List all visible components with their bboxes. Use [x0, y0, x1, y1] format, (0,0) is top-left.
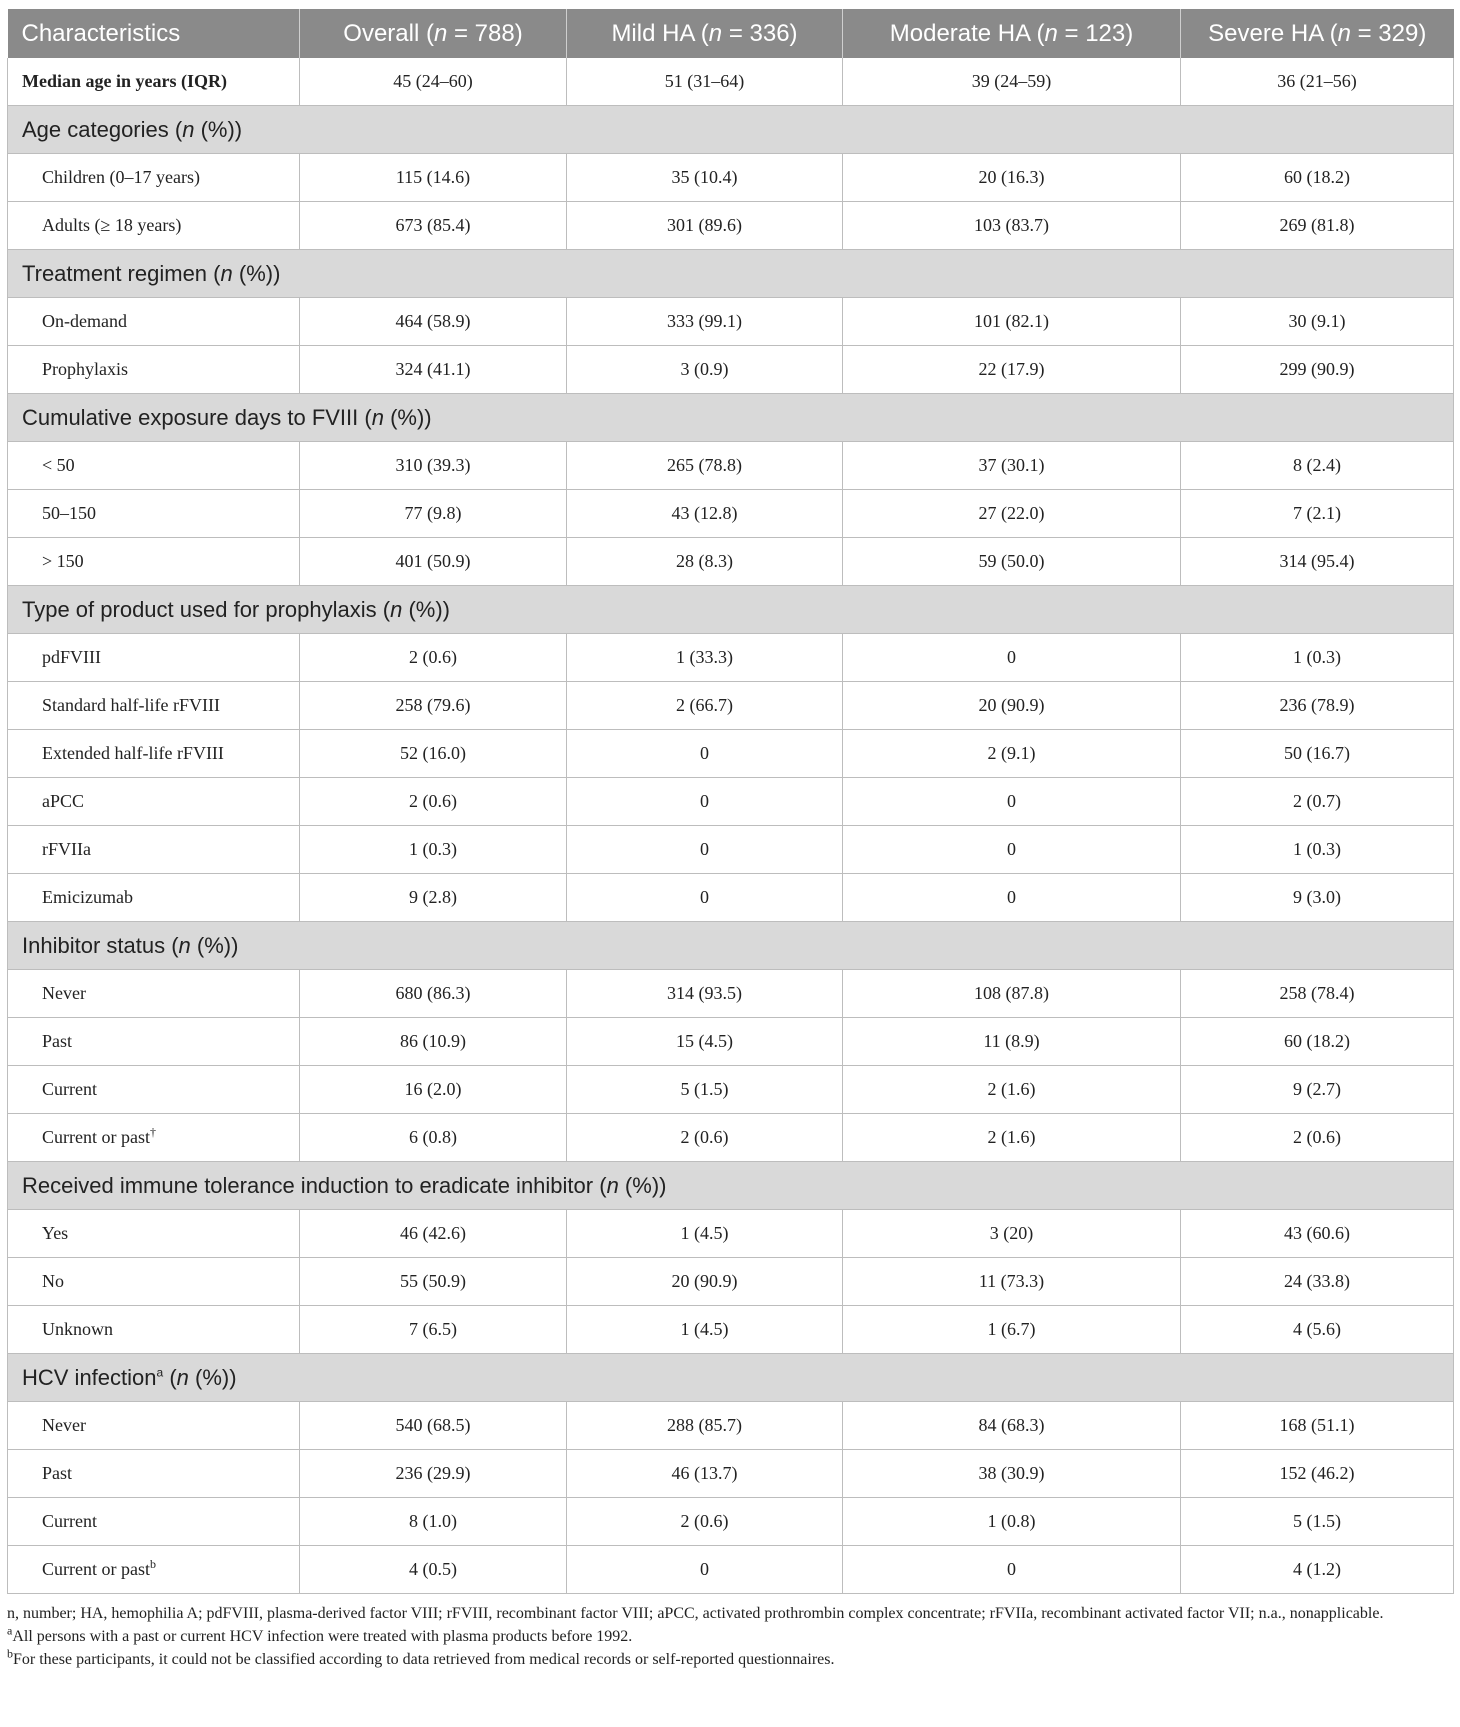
table-row — [8, 538, 1454, 586]
table-row — [8, 1066, 1454, 1114]
table-cell: 401 (50.9) — [300, 538, 567, 586]
table-cell: 2 (0.6) — [567, 1498, 843, 1546]
table-row — [8, 442, 1454, 490]
table-cell: 45 (24–60) — [300, 58, 567, 106]
row-label: Unknown — [8, 1306, 300, 1354]
table-cell: 115 (14.6) — [300, 154, 567, 202]
table-cell: 101 (82.1) — [843, 298, 1181, 346]
table-cell: 59 (50.0) — [843, 538, 1181, 586]
section-title: Treatment regimen (n (%)) — [8, 250, 1454, 298]
table-row — [8, 1114, 1454, 1162]
table-cell: 2 (0.6) — [1181, 1114, 1454, 1162]
row-label: On-demand — [8, 298, 300, 346]
row-label: No — [8, 1258, 300, 1306]
table-row — [8, 1498, 1454, 1546]
table-cell: 36 (21–56) — [1181, 58, 1454, 106]
table-row — [8, 1018, 1454, 1066]
table-row — [8, 682, 1454, 730]
table-cell: 9 (2.7) — [1181, 1066, 1454, 1114]
table-cell: 0 — [843, 874, 1181, 922]
table-cell: 288 (85.7) — [567, 1402, 843, 1450]
row-label: Never — [8, 1402, 300, 1450]
table-cell: 0 — [843, 634, 1181, 682]
table-cell: 11 (73.3) — [843, 1258, 1181, 1306]
table-row — [8, 202, 1454, 250]
table-row-median-age — [8, 58, 1454, 106]
table-container — [7, 9, 1453, 1671]
table-cell: 15 (4.5) — [567, 1018, 843, 1066]
table-cell: 0 — [567, 730, 843, 778]
table-cell: 1 (6.7) — [843, 1306, 1181, 1354]
table-row — [8, 1402, 1454, 1450]
table-cell: 7 (2.1) — [1181, 490, 1454, 538]
characteristics-table — [7, 9, 1454, 1594]
table-cell: 55 (50.9) — [300, 1258, 567, 1306]
table-cell: 324 (41.1) — [300, 346, 567, 394]
section-header-row — [8, 922, 1454, 970]
table-cell: 77 (9.8) — [300, 490, 567, 538]
section-header-row — [8, 1162, 1454, 1210]
table-cell: 20 (90.9) — [567, 1258, 843, 1306]
table-cell: 0 — [843, 1546, 1181, 1594]
table-cell: 7 (6.5) — [300, 1306, 567, 1354]
row-label: Past — [8, 1018, 300, 1066]
row-label: > 150 — [8, 538, 300, 586]
table-cell: 16 (2.0) — [300, 1066, 567, 1114]
row-label: Standard half-life rFVIII — [8, 682, 300, 730]
table-cell: 0 — [567, 778, 843, 826]
table-cell: 2 (1.6) — [843, 1066, 1181, 1114]
table-cell: 1 (0.3) — [1181, 634, 1454, 682]
table-cell: 35 (10.4) — [567, 154, 843, 202]
table-cell: 3 (20) — [843, 1210, 1181, 1258]
table-row — [8, 970, 1454, 1018]
section-title: HCV infection$^a$ (n (%)) — [8, 1354, 1454, 1402]
table-cell: 9 (3.0) — [1181, 874, 1454, 922]
table-cell: 51 (31–64) — [567, 58, 843, 106]
table-row — [8, 154, 1454, 202]
table-row — [8, 490, 1454, 538]
row-label: Children (0–17 years) — [8, 154, 300, 202]
table-cell: 24 (33.8) — [1181, 1258, 1454, 1306]
table-cell: 6 (0.8) — [300, 1114, 567, 1162]
table-cell: 1 (0.8) — [843, 1498, 1181, 1546]
table-cell: 9 (2.8) — [300, 874, 567, 922]
table-cell: 0 — [843, 778, 1181, 826]
table-cell: 1 (0.3) — [1181, 826, 1454, 874]
table-cell: 2 (0.7) — [1181, 778, 1454, 826]
table-cell: 8 (1.0) — [300, 1498, 567, 1546]
row-label: Current or past† — [8, 1114, 300, 1162]
table-cell: 28 (8.3) — [567, 538, 843, 586]
table-cell: 299 (90.9) — [1181, 346, 1454, 394]
table-cell: 265 (78.8) — [567, 442, 843, 490]
table-row — [8, 1450, 1454, 1498]
table-cell: 5 (1.5) — [567, 1066, 843, 1114]
table-cell: 236 (78.9) — [1181, 682, 1454, 730]
table-cell: 269 (81.8) — [1181, 202, 1454, 250]
row-label: < 50 — [8, 442, 300, 490]
section-title: Received immune tolerance induction to eradicate inhibitor (n (%)) — [8, 1162, 1454, 1210]
row-label: Prophylaxis — [8, 346, 300, 394]
table-cell: 4 (1.2) — [1181, 1546, 1454, 1594]
header-moderate: Moderate HA (n = 123) — [843, 9, 1181, 58]
header-overall: Overall (n = 788) — [300, 9, 567, 58]
row-label: aPCC — [8, 778, 300, 826]
table-cell: 2 (0.6) — [300, 634, 567, 682]
table-cell: 310 (39.3) — [300, 442, 567, 490]
table-cell: 301 (89.6) — [567, 202, 843, 250]
table-cell: 43 (12.8) — [567, 490, 843, 538]
table-cell: 1 (4.5) — [567, 1210, 843, 1258]
footnote-a: $^a$All persons with a past or current HCV infection were treated with plasma products before 1992. — [7, 1623, 633, 1645]
table-cell: 168 (51.1) — [1181, 1402, 1454, 1450]
section-title: Cumulative exposure days to FVIII (n (%)) — [8, 394, 1454, 442]
row-label: Current — [8, 1498, 300, 1546]
table-cell: 39 (24–59) — [843, 58, 1181, 106]
table-cell: 314 (95.4) — [1181, 538, 1454, 586]
section-title: Type of product used for prophylaxis (n (%)) — [8, 586, 1454, 634]
table-cell: 86 (10.9) — [300, 1018, 567, 1066]
table-cell: 314 (93.5) — [567, 970, 843, 1018]
table-cell: 0 — [843, 826, 1181, 874]
table-cell: 258 (78.4) — [1181, 970, 1454, 1018]
table-cell: 333 (99.1) — [567, 298, 843, 346]
table-cell: 0 — [567, 1546, 843, 1594]
table-cell: 0 — [567, 826, 843, 874]
table-row — [8, 826, 1454, 874]
header-characteristics: Characteristics — [8, 9, 300, 58]
table-cell: 46 (42.6) — [300, 1210, 567, 1258]
table-cell: 5 (1.5) — [1181, 1498, 1454, 1546]
table-row — [8, 778, 1454, 826]
table-cell: 38 (30.9) — [843, 1450, 1181, 1498]
table-cell: 37 (30.1) — [843, 442, 1181, 490]
table-cell: 4 (5.6) — [1181, 1306, 1454, 1354]
table-cell: 11 (8.9) — [843, 1018, 1181, 1066]
row-label: Current — [8, 1066, 300, 1114]
section-header-row — [8, 106, 1454, 154]
footnote-b: $^b$For these participants, it could not be classified according to data retrieved from medical records or self-reported questionnaires. — [7, 1646, 835, 1668]
table-cell: 680 (86.3) — [300, 970, 567, 1018]
section-header-row — [8, 394, 1454, 442]
table-cell: 84 (68.3) — [843, 1402, 1181, 1450]
row-label: Never — [8, 970, 300, 1018]
table-footnotes — [7, 1602, 1453, 1671]
row-label: Yes — [8, 1210, 300, 1258]
table-row — [8, 1210, 1454, 1258]
row-label: Adults (≥ 18 years) — [8, 202, 300, 250]
table-cell: 2 (0.6) — [300, 778, 567, 826]
table-cell: 258 (79.6) — [300, 682, 567, 730]
table-cell: 60 (18.2) — [1181, 154, 1454, 202]
section-title: Age categories (n (%)) — [8, 106, 1454, 154]
section-header-row — [8, 250, 1454, 298]
table-cell: 152 (46.2) — [1181, 1450, 1454, 1498]
table-cell: 108 (87.8) — [843, 970, 1181, 1018]
row-label: 50–150 — [8, 490, 300, 538]
table-row — [8, 1258, 1454, 1306]
table-cell: 4 (0.5) — [300, 1546, 567, 1594]
header-mild: Mild HA (n = 336) — [567, 9, 843, 58]
section-header-row — [8, 586, 1454, 634]
header-row — [8, 9, 1454, 58]
row-label: Past — [8, 1450, 300, 1498]
header-severe: Severe HA (n = 329) — [1181, 9, 1454, 58]
table-cell: 52 (16.0) — [300, 730, 567, 778]
table-cell: 60 (18.2) — [1181, 1018, 1454, 1066]
table-cell: 1 (4.5) — [567, 1306, 843, 1354]
table-cell: 22 (17.9) — [843, 346, 1181, 394]
table-cell: 2 (0.6) — [567, 1114, 843, 1162]
table-cell: 43 (60.6) — [1181, 1210, 1454, 1258]
table-cell: 3 (0.9) — [567, 346, 843, 394]
row-label: Extended half-life rFVIII — [8, 730, 300, 778]
table-row — [8, 1306, 1454, 1354]
table-row — [8, 634, 1454, 682]
table-cell: 8 (2.4) — [1181, 442, 1454, 490]
table-cell: 2 (66.7) — [567, 682, 843, 730]
table-cell: 673 (85.4) — [300, 202, 567, 250]
section-title: Inhibitor status (n (%)) — [8, 922, 1454, 970]
table-cell: 464 (58.9) — [300, 298, 567, 346]
table-row — [8, 346, 1454, 394]
table-cell: 236 (29.9) — [300, 1450, 567, 1498]
row-label: Current or past$^b$ — [8, 1546, 300, 1594]
table-row — [8, 730, 1454, 778]
table-cell: 103 (83.7) — [843, 202, 1181, 250]
row-label: Emicizumab — [8, 874, 300, 922]
table-cell: 1 (0.3) — [300, 826, 567, 874]
table-cell: 30 (9.1) — [1181, 298, 1454, 346]
table-cell: 46 (13.7) — [567, 1450, 843, 1498]
table-row — [8, 298, 1454, 346]
table-cell: 540 (68.5) — [300, 1402, 567, 1450]
table-cell: 2 (9.1) — [843, 730, 1181, 778]
table-cell: 20 (90.9) — [843, 682, 1181, 730]
row-label: Median age in years (IQR) — [8, 58, 300, 106]
table-cell: 20 (16.3) — [843, 154, 1181, 202]
table-cell: 0 — [567, 874, 843, 922]
table-cell: 50 (16.7) — [1181, 730, 1454, 778]
table-row — [8, 1546, 1454, 1594]
row-label: rFVIIa — [8, 826, 300, 874]
table-cell: 1 (33.3) — [567, 634, 843, 682]
table-cell: 27 (22.0) — [843, 490, 1181, 538]
table-cell: 2 (1.6) — [843, 1114, 1181, 1162]
table-row — [8, 874, 1454, 922]
row-label: pdFVIII — [8, 634, 300, 682]
section-header-row — [8, 1354, 1454, 1402]
footnote-abbreviations: n, number; HA, hemophilia A; pdFVIII, plasma-derived factor VIII; rFVIII, recombinant factor VIII; aPCC, activated prothrombin complex concentrate; rFVIIa, recombinant activated factor VII; n.a., nonapplicable. — [7, 1605, 1384, 1622]
